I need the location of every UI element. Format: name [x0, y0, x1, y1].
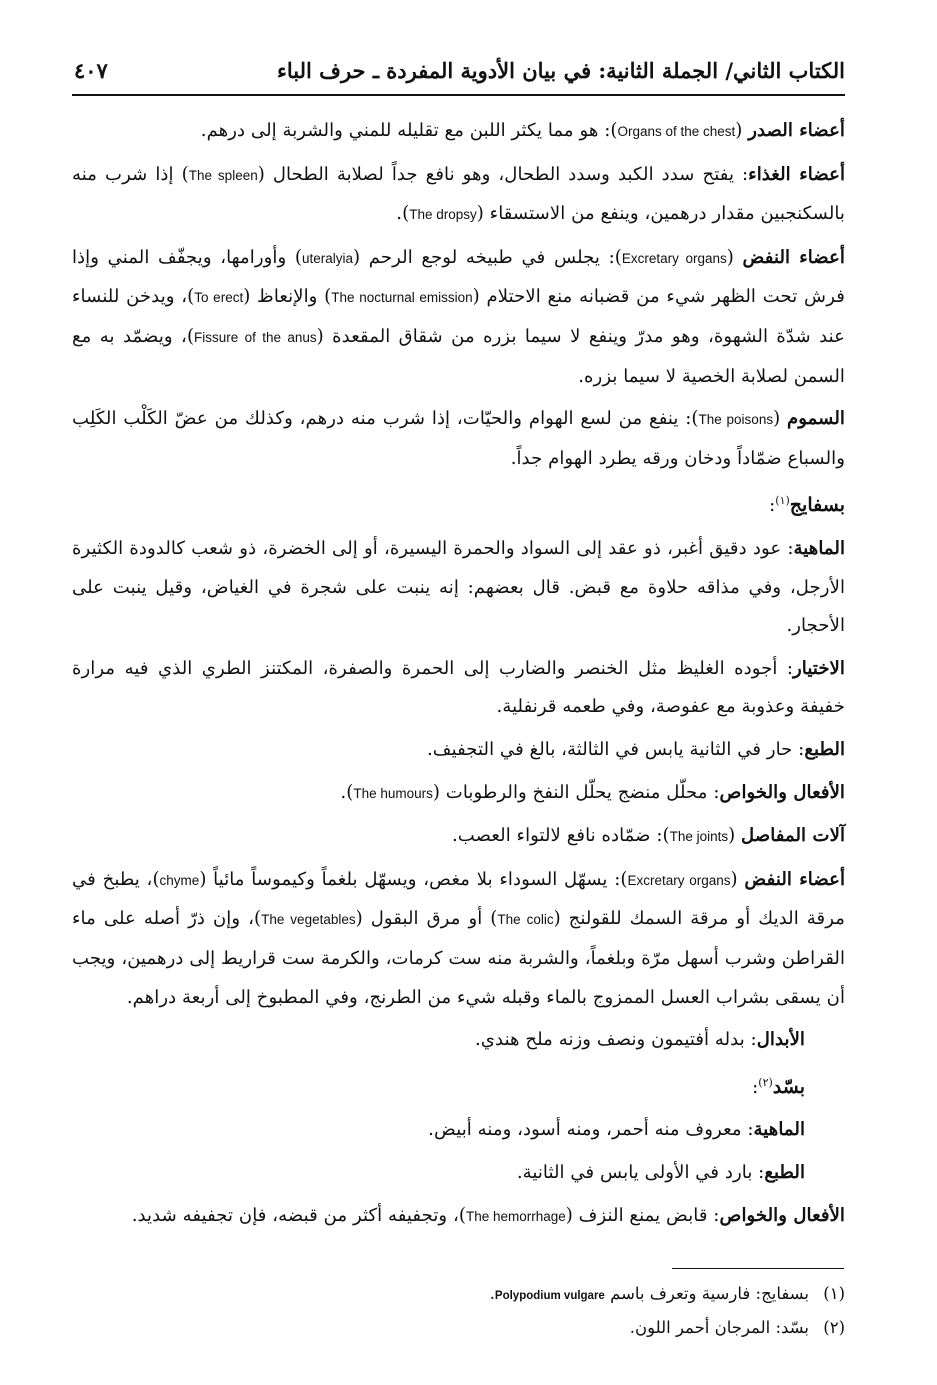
english-gloss: The dropsy — [409, 207, 477, 223]
drug-heading: بسّد — [772, 1075, 805, 1098]
english-gloss: The joints — [669, 829, 729, 845]
entry-term: أعضاء النفض — [742, 246, 845, 268]
paragraph-selection — [72, 650, 845, 727]
paragraph-joints: آلات المفاصل (The joints): ضمّاده نافع لالتواء العصب. — [451, 825, 845, 847]
entry-term: الأفعال والخواص — [719, 781, 845, 803]
paragraph-excretory-organs-2: أعضاء النفض (Excretary organs): يسهّل السوداء بلا مغص، ويسهّل بلغماً وكيموساً مائياً (chyme)، يطبخ في مرقة الديك أو مرقة السمك للقولنج (The colic) أو مرق البقول (The vegetables)، وإن ذرّ أصله على ماء القراطن وشرب أسهل مرّة وبلغماً، والشربة منه ست كرمات، والكرمة ست قراريط إلى درهمين، ويجب أن يسقى بشراب العسل الممزوج بالماء وقبله شيء من الطرنج، وفي المطبوخ إلى أربعة دراهم. — [72, 868, 845, 1008]
paragraph-nutrition-organs: أعضاء الغذاء: يفتح سدد الكبد وسدد الطحال، وهو نافع جداً لصلابة الطحال (The spleen) إذا شرب منه بالسكنجبين مقدار درهمين، وينفع من الاستسقاء (The dropsy). — [72, 163, 845, 225]
english-gloss: Excretary organs — [627, 872, 731, 888]
drug-heading: بسفايج — [789, 494, 845, 517]
footnote-number: (١) — [823, 1284, 845, 1303]
entry-text: ، وإن ذرّ أصله على ماء القراطن وشرب أسهل مرّة وبلغماً، والشربة منه ست كرمات، والكرمة ست قراريط إلى درهمين، ويجب أن يسقى بشراب العسل الممزوج بالماء وقبله شيء من الطرنج، وفي المطبوخ إلى أربعة دراهم. — [72, 908, 845, 1008]
entry-text: : حار في الثانية يابس في الثالثة، بالغ في التجفيف. — [427, 738, 805, 760]
entry-term: الطبع — [804, 738, 845, 760]
entry-text: : معروف منه أحمر، ومنه أسود، ومنه أبيض. — [428, 1119, 754, 1141]
entry-term: السموم — [786, 408, 845, 430]
paragraph-substitutes — [72, 1021, 845, 1060]
entry-text: : عود دقيق أغبر، ذو عقد إلى السواد والحمرة اليسيرة، أو إلى الخضرة، ذو شعب كالدودة الكثيرة الأرجل، وفي مذاقه حلاوة مع قبض. قال بعضهم: إنه ينبت على شجرة في الغياض، وقيل ينبت على الأحجار. — [72, 538, 845, 637]
entry-term: أعضاء النفض — [744, 868, 845, 890]
paragraph-nature — [72, 731, 845, 770]
entry-text: ، ويضمّد به مع السمن لصلابة الخصية لا سيما بزره. — [72, 325, 845, 387]
english-gloss: chyme — [159, 872, 200, 888]
english-gloss: The humours — [353, 785, 433, 801]
running-title: الكتاب الثاني/ الجملة الثانية: في بيان الأدوية المفردة ـ حرف الباء — [277, 58, 845, 83]
paragraph-actions: الأفعال والخواص: محلّل منضج يحلّل النفخ والرطوبات (The humours). — [340, 781, 845, 803]
page-number: ٤٠٧ — [74, 58, 108, 83]
entry-text: : يسهّل السوداء بلا مغص، ويسهّل بلغماً وكيموساً مائياً — [206, 868, 621, 890]
entry-term: آلات المفاصل — [741, 825, 845, 847]
english-gloss: The hemorrhage — [465, 1208, 566, 1224]
english-gloss: The spleen — [188, 167, 258, 183]
entry-text: : أجوده الغليظ مثل الخنصر والضارب إلى الحمرة والصفرة، المكتنز الطري الذي فيه مرارة خفيفة وعذوبة مع عفوصة، وفي طعمه قرنفلية. — [72, 657, 845, 718]
entry-text: ، يطبخ في مرقة الديك أو مرقة السمك للقولنج — [72, 868, 845, 930]
paragraph-essence-2 — [72, 1111, 845, 1150]
paragraph-essence — [72, 530, 845, 646]
heading-colon: : — [769, 495, 776, 517]
entry-text: أو مرق البقول — [362, 908, 491, 930]
entry-text: وأورامها، ويجفّف المني وإذا فرش تحت الظهر شيء من قضبانه منع الاحتلام — [72, 246, 845, 308]
footnote-text: بسفايج: فارسية وتعرف باسم — [604, 1284, 809, 1303]
entry-text: . — [396, 203, 403, 225]
entry-term: الاختيار — [793, 657, 845, 679]
entry-term: الأفعال والخواص — [719, 1204, 845, 1226]
footnote-marker: (١) — [775, 494, 790, 508]
english-gloss: To erect — [194, 290, 244, 306]
entry-text: : محلّل منضج يحلّل النفخ والرطوبات — [439, 781, 720, 803]
english-gloss: Fissure of the anus — [194, 329, 317, 345]
entry-text: : ضمّاده نافع لالتواء العصب. — [451, 825, 663, 847]
entry-term: الأبدال — [756, 1029, 805, 1051]
paragraph-actions-2: الأفعال والخواص: قابض يمنع النزف (The hemorrhage)، وتجفيفه أكثر من قبضه، فإن تجفيفه شديد. — [131, 1204, 845, 1226]
entry-text: : بارد في الأولى يابس في الثانية. — [516, 1161, 765, 1183]
footnote-text: بسّد: المرجان أحمر اللون. — [629, 1318, 809, 1337]
heading-bussad — [72, 1064, 845, 1108]
english-gloss: uteralyia — [302, 250, 354, 266]
entry-term: الماهية — [753, 1119, 805, 1141]
entry-text: إذا شرب منه بالسكنجبين مقدار درهمين، وينفع من الاستسقاء — [72, 163, 845, 225]
english-gloss: The colic — [497, 912, 554, 928]
running-header — [72, 52, 845, 96]
footnote-2 — [72, 1312, 845, 1344]
entry-term: أعضاء الغذاء — [748, 163, 845, 185]
english-gloss: The nocturnal emission — [331, 290, 473, 306]
entry-text: . — [340, 781, 347, 803]
english-gloss: Excretary organs — [621, 250, 727, 266]
entry-text: والإنعاظ — [250, 286, 325, 308]
heading-bisfayij — [72, 482, 845, 526]
paragraph-nature-2 — [72, 1154, 845, 1193]
paragraph-excretory-organs: أعضاء النفض (Excretary organs): يجلس في طبيخه لوجع الرحم (uteralyia) وأورامها، ويجفّف المني وإذا فرش تحت الظهر شيء من قضبانه منع الاحتلام (The nocturnal emission) والإنعاظ (To erect)، ويدخن للنساء عند شدّة الشهوة، وهو مدرّ وينفع لا سيما بزره من شقاق المقعدة (Fissure of the anus)، ويضمّد به مع السمن لصلابة الخصية لا سيما بزره. — [72, 246, 845, 387]
latin-name: Polypodium vulgare — [494, 1290, 605, 1302]
footnote-marker: (٢) — [758, 1075, 773, 1089]
entry-text: : بدله أفتيمون ونصف وزنه ملح هندي. — [475, 1029, 757, 1051]
entry-text: : يفتح سدد الكبد وسدد الطحال، وهو نافع جداً لصلابة الطحال — [264, 163, 749, 185]
english-gloss: The poisons — [698, 412, 774, 428]
paragraph-poisons: السموم (The poisons): ينفع من لسع الهوام والحيّات، إذا شرب منه درهم، وكذلك من عضّ الكَلْب الكَلِب والسباع ضمّاداً ودخان ورقه يطرد الهوام جداً. — [72, 408, 845, 469]
footnote-1 — [72, 1278, 845, 1312]
entry-term: الطبع — [764, 1161, 805, 1183]
entry-text: : هو مما يكثر اللبن مع تقليله للمني والشربة إلى درهم. — [200, 120, 611, 141]
footnote-separator — [672, 1268, 844, 1269]
entry-term: أعضاء الصدر — [748, 120, 845, 141]
entry-text: ، ويدخن للنساء عند شدّة الشهوة، وهو مدرّ وينفع لا سيما بزره من شقاق المقعدة — [72, 286, 845, 347]
footnote-end: . — [489, 1284, 495, 1303]
entry-text: ، وتجفيفه أكثر من قبضه، فإن تجفيفه شديد. — [131, 1204, 459, 1226]
page-body — [72, 112, 845, 1240]
paragraph-chest-organs: أعضاء الصدر (Organs of the chest): هو مما يكثر اللبن مع تقليله للمني والشربة إلى درهم. — [200, 120, 845, 141]
footnote-number: (٢) — [823, 1318, 845, 1337]
entry-text: : ينفع من لسع الهوام والحيّات، إذا شرب منه درهم، وكذلك من عضّ الكَلْب الكَلِب والسباع ضمّاداً ودخان ورقه يطرد الهوام جداً. — [72, 408, 845, 469]
english-gloss: The vegetables — [261, 912, 356, 928]
entry-text: : قابض يمنع النزف — [572, 1204, 720, 1226]
english-gloss: Organs of the chest — [617, 124, 736, 139]
entry-term: الماهية — [793, 538, 845, 559]
heading-colon: : — [752, 1076, 759, 1098]
entry-text: : يجلس في طبيخه لوجع الرحم — [360, 246, 615, 268]
footnotes — [72, 1278, 845, 1344]
